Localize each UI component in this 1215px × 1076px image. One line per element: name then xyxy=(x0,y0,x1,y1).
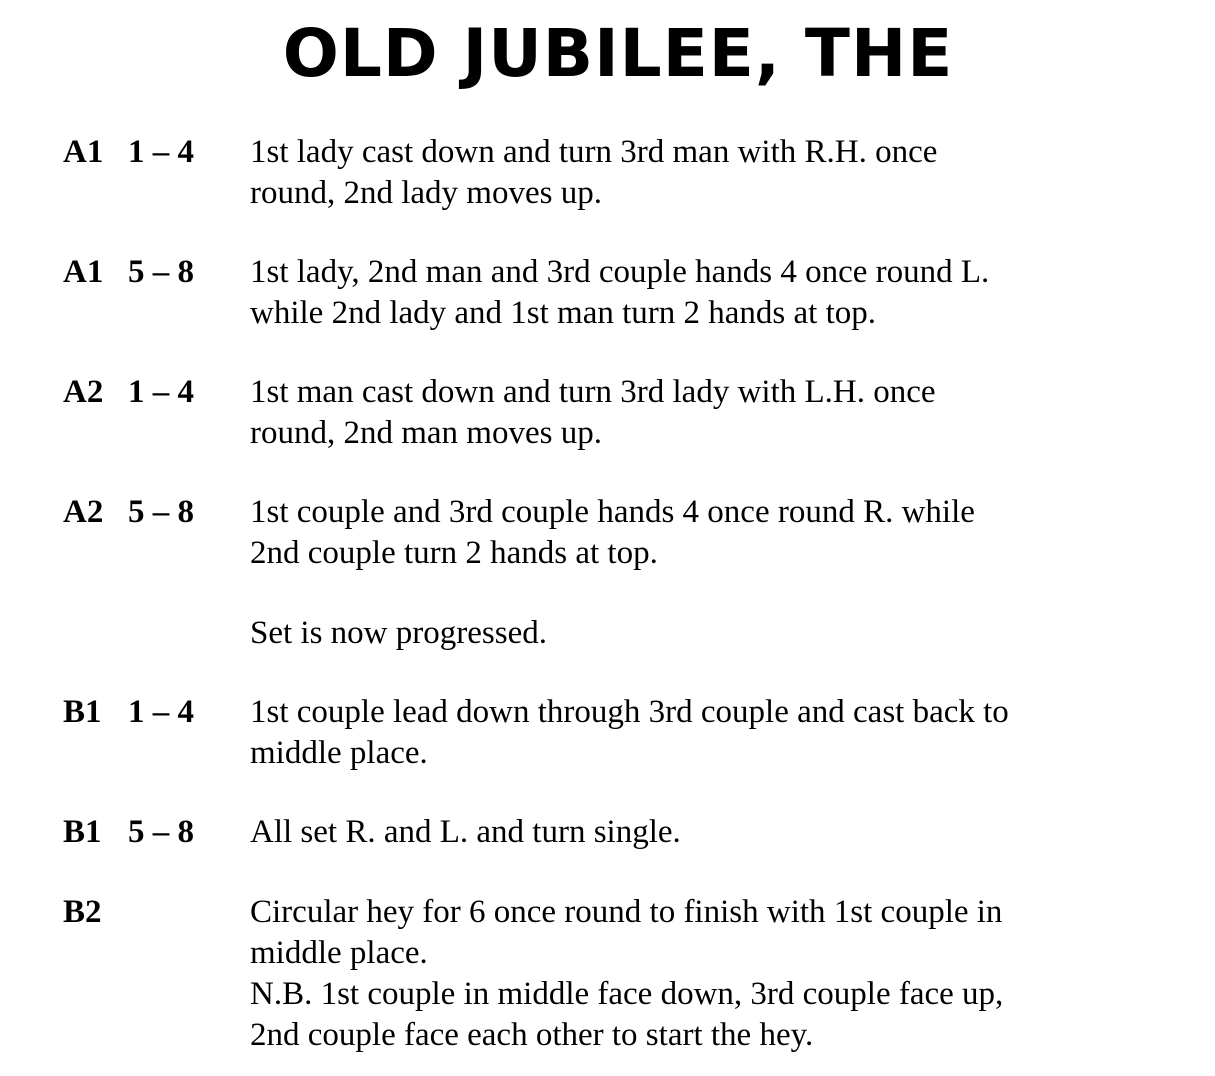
figure-part: A2 xyxy=(63,374,104,410)
figure-part: B2 xyxy=(63,894,102,930)
figure-part: A1 xyxy=(63,254,104,290)
figure-description xyxy=(250,892,1190,1056)
figure-line: All set R. and L. and turn single. xyxy=(250,814,681,850)
figure-description xyxy=(250,132,1190,214)
figure-part: A1 xyxy=(63,134,104,170)
figure-description xyxy=(250,372,1190,454)
figure-description xyxy=(250,492,1190,574)
progress-note xyxy=(250,613,1190,654)
figure-bars: 5 – 8 xyxy=(128,254,194,290)
figure-line: 1st couple lead down through 3rd couple and cast back to xyxy=(250,694,1009,730)
figure-part: B1 xyxy=(63,814,102,850)
figure-line: middle place. xyxy=(250,735,428,771)
figure-line: 1st lady cast down and turn 3rd man with R.H. once xyxy=(250,134,938,170)
figure-description xyxy=(250,692,1190,774)
figure-bars: 5 – 8 xyxy=(128,494,194,530)
figure-line: 1st man cast down and turn 3rd lady with L.H. once xyxy=(250,374,936,410)
figure-line: 2nd couple turn 2 hands at top. xyxy=(250,535,658,571)
figure-line: middle place. xyxy=(250,935,428,971)
figure-part: A2 xyxy=(63,494,104,530)
figure-bars: 1 – 4 xyxy=(128,134,194,170)
figure-description xyxy=(250,812,1190,853)
figure-line: 1st couple and 3rd couple hands 4 once round R. while xyxy=(250,494,975,530)
figure-bars: 1 – 4 xyxy=(128,694,194,730)
figure-bars: 1 – 4 xyxy=(128,374,194,410)
page-title: OLD JUBILEE, THE xyxy=(282,15,954,92)
figure-note-line: N.B. 1st couple in middle face down, 3rd couple face up, xyxy=(250,976,1004,1012)
figure-part: B1 xyxy=(63,694,102,730)
figure-line: 1st lady, 2nd man and 3rd couple hands 4 once round L. xyxy=(250,254,990,290)
figure-line: round, 2nd lady moves up. xyxy=(250,175,602,211)
figure-line: Circular hey for 6 once round to finish with 1st couple in xyxy=(250,894,1003,930)
figure-description xyxy=(250,252,1190,334)
figure-line: while 2nd lady and 1st man turn 2 hands at top. xyxy=(250,295,876,331)
figure-note-line: 2nd couple face each other to start the hey. xyxy=(250,1017,814,1053)
figure-bars: 5 – 8 xyxy=(128,814,194,850)
figure-line: Set is now progressed. xyxy=(250,615,547,651)
figure-line: round, 2nd man moves up. xyxy=(250,415,602,451)
